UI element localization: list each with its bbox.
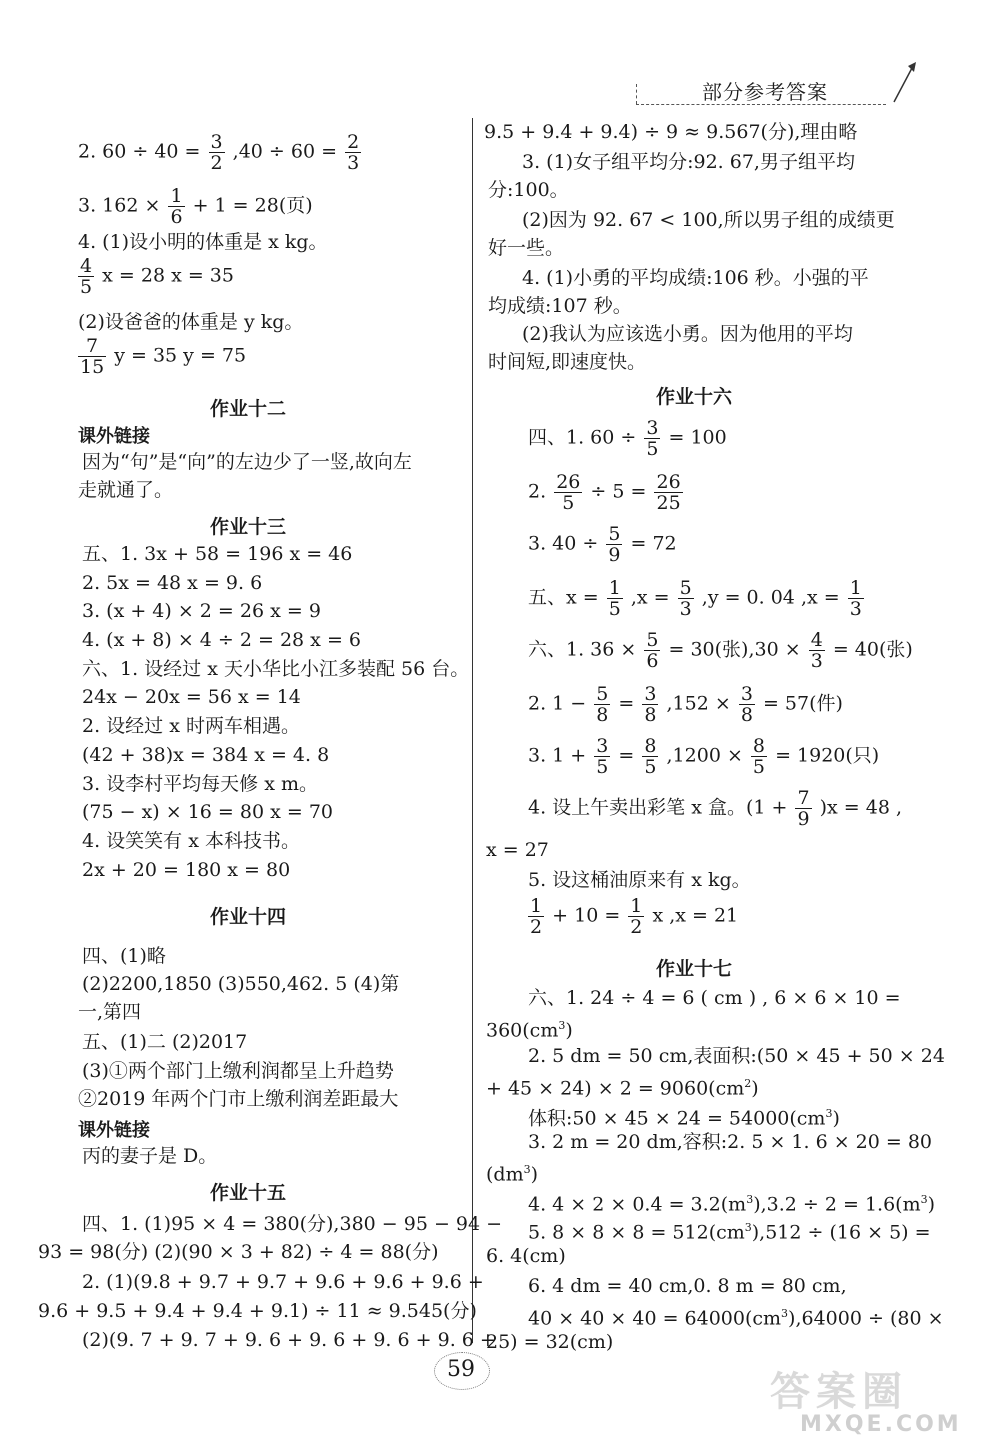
answer-line: 2. 5 dm = 50 cm,表面积:(50 × 45 + 50 × 24 xyxy=(528,1045,945,1067)
answer-line: $\frac{4}{5}$ x = 28 x = 35 xyxy=(80,255,234,298)
answer-line: 2. 1 − $\frac{5}{8}$ = $\frac{3}{8}$ ,152 × $\frac{3}{8}$ = 57(件) xyxy=(528,683,843,726)
fraction: $\frac{3}{8}$ xyxy=(740,683,753,726)
answer-line: x = 27 xyxy=(486,839,549,861)
fraction: $\frac{3}{8}$ xyxy=(644,683,657,726)
fraction: $\frac{5}{6}$ xyxy=(646,629,659,672)
answer-line: 体积:50 × $45 \times 24 = 54000(cm^3)$ xyxy=(528,1107,840,1130)
watermark-logo: 答案圈 xyxy=(770,1369,908,1415)
answer-line: 六、1. 36 × $\frac{5}{6}$ = 30(张),30 × $\frac{4}{3}$ = 40(张) xyxy=(528,629,913,672)
section-title: 作业十六 xyxy=(656,386,733,408)
section-title: 作业十五 xyxy=(210,1182,287,1204)
answer-line: 2. 60 ÷ 40 = $\frac{3}{2}$ ,40 ÷ 60 = $\frac{2}{3}$ xyxy=(78,131,360,174)
answer-line: 3. 1 + $\frac{3}{5}$ = $\frac{8}{5}$ ,1200 × $\frac{8}{5}$ = 1920(只) xyxy=(528,735,880,778)
answer-line: 2x + 20 = 180 x = 80 xyxy=(82,859,291,881)
answer-line: 好一些。 xyxy=(488,237,565,259)
fraction: $\frac{3}{2}$ xyxy=(210,131,223,174)
section-title: 作业十四 xyxy=(210,906,287,928)
answer-line: $(dm^3)$ xyxy=(486,1163,539,1186)
keyword-heading: 课外链接 xyxy=(78,1120,150,1141)
answer-line: (2)我认为应该选小勇。因为他用的平均 xyxy=(522,323,853,345)
answer-line: + $45 \times 24) \times 2 = 9060(cm^2)$ xyxy=(486,1077,759,1100)
answer-line: 丙的妻子是 D。 xyxy=(82,1145,218,1167)
answer-line: (2)2200,1850 (3)550,462. 5 (4)第 xyxy=(82,973,400,995)
answer-line: 4. (x + 8) × 4 ÷ 2 = 28 x = 6 xyxy=(82,629,361,651)
answer-line: 一,第四 xyxy=(78,1001,142,1023)
answer-line: $\frac{1}{2}$ + 10 = $\frac{1}{2}$ x ,x = 21 xyxy=(530,895,739,938)
answer-line: $40 \times 40 \times 40 = 64000(cm^3),64000 \div (80$ × xyxy=(528,1307,944,1330)
answer-line: 9.6 + 9.5 + 9.4 + 9.4 + 9.1) ÷ 11 ≈ 9.545(分) xyxy=(38,1300,477,1322)
answer-line: (42 + 38)x = 384 x = 4. 8 xyxy=(82,744,330,766)
answer-line: 5. $8 \times 8 \times 8 = 512(cm^3),512 \div (16 \times 5)$ = xyxy=(528,1221,931,1244)
answer-line: (3)①两个部门上缴利润都呈上升趋势 xyxy=(82,1060,394,1082)
answer-line: 6. 4 dm = 40 cm,0. 8 m = 80 cm, xyxy=(528,1275,847,1297)
page-number-text: 59 xyxy=(447,1357,475,1382)
answer-line: 2. $\frac{26}{5}$ ÷ 5 = $\frac{26}{25}$ xyxy=(528,471,681,514)
answer-line: ②2019 年两个门市上缴利润差距最大 xyxy=(78,1088,399,1110)
answer-line: 六、1. 24 ÷ 4 = 6 ( cm ) , 6 × 6 × 10 = xyxy=(528,987,901,1009)
answer-line: 6. 4(cm) xyxy=(486,1245,566,1267)
answer-line: 五、1. 3x + 58 = 196 x = 46 xyxy=(82,543,353,565)
fraction: $\frac{5}{9}$ xyxy=(608,523,621,566)
answer-line: 2. 设经过 x 时两车相遇。 xyxy=(82,715,300,737)
answer-line: 4. $4 \times 2 \times 0.4 = 3.2(m^3),3.2 \div 2 = 1.6(m^3)$ xyxy=(528,1193,936,1216)
fraction: $\frac{7}{15}$ xyxy=(80,335,105,378)
fraction: $\frac{4}{3}$ xyxy=(810,629,823,672)
page-number xyxy=(426,1350,496,1390)
answer-line: $360(cm^3)$ xyxy=(486,1019,573,1042)
column-divider xyxy=(472,118,473,1343)
section-title: 作业十七 xyxy=(656,958,733,980)
answer-line: 四、(1)略 xyxy=(82,945,166,967)
fraction: $\frac{26}{25}$ xyxy=(656,471,681,514)
answer-line: 四、1. 60 ÷ $\frac{3}{5}$ = 100 xyxy=(528,417,727,460)
answer-line: 分:100。 xyxy=(488,179,569,201)
answer-line: 3. (x + 4) × 2 = 26 x = 9 xyxy=(82,600,321,622)
answer-line: 4. 设上午卖出彩笔 x 盒。(1 + $\frac{7}{9}$ )x = 48 , xyxy=(528,787,903,830)
answer-line: 24x − 20x = 56 x = 14 xyxy=(82,686,301,708)
fraction: $\frac{3}{5}$ xyxy=(646,417,659,460)
answer-line: $\frac{7}{15}$ y = 35 y = 75 xyxy=(80,335,247,378)
answer-line: 93 = 98(分) (2)(90 × 3 + 82) ÷ 4 = 88(分) xyxy=(38,1241,439,1263)
fraction: $\frac{8}{5}$ xyxy=(644,735,657,778)
fraction: $\frac{1}{2}$ xyxy=(530,895,543,938)
header-title: 部分参考答案 xyxy=(702,80,828,104)
fraction: $\frac{1}{3}$ xyxy=(849,577,862,620)
answer-line: 5. 设这桶油原来有 x kg。 xyxy=(528,869,751,891)
answer-line: 3. 40 ÷ $\frac{5}{9}$ = 72 xyxy=(528,523,677,566)
answer-line: 25) = 32(cm) xyxy=(486,1331,614,1353)
watermark-url: MXQE.COM xyxy=(800,1412,962,1437)
header-dashed-underline xyxy=(636,104,886,105)
answer-line: (75 − x) × 16 = 80 x = 70 xyxy=(82,801,333,823)
fraction: $\frac{1}{5}$ xyxy=(608,577,621,620)
page-header xyxy=(636,72,896,106)
pen-icon xyxy=(890,60,920,106)
fraction: $\frac{5}{3}$ xyxy=(679,577,692,620)
section-title: 作业十三 xyxy=(210,516,287,538)
answer-line: 3. 2 m = 20 dm,容积:2. 5 × 1. 6 × 20 = 80 xyxy=(528,1131,933,1153)
answer-line: 均成绩:107 秒。 xyxy=(488,295,632,317)
answer-line: 四、1. (1)95 × 4 = 380(分),380 − 95 − 94 − xyxy=(82,1213,503,1235)
answer-line: 3. 设李村平均每天修 x m。 xyxy=(82,773,318,795)
answer-line: 4. 设笑笑有 x 本科技书。 xyxy=(82,830,300,852)
fraction: $\frac{5}{8}$ xyxy=(596,683,609,726)
answer-line: 3. 162 × $\frac{1}{6}$ + 1 = 28(页) xyxy=(78,185,313,228)
answer-line: (2)(9. 7 + 9. 7 + 9. 6 + 9. 6 + 9. 6 + 9. 6 + xyxy=(82,1329,496,1351)
answer-line: 时间短,即速度快。 xyxy=(488,351,647,373)
answer-line: 2. 5x = 48 x = 9. 6 xyxy=(82,572,263,594)
answer-line: (2)设爸爸的体重是 y kg。 xyxy=(78,311,304,333)
fraction: $\frac{2}{3}$ xyxy=(347,131,360,174)
fraction: $\frac{1}{6}$ xyxy=(170,185,183,228)
fraction: $\frac{7}{9}$ xyxy=(797,787,810,830)
answer-line: 五、(1)二 (2)2017 xyxy=(82,1031,248,1053)
answer-line: 4. (1)设小明的体重是 x kg。 xyxy=(78,231,328,253)
answer-line: 2. (1)(9.8 + 9.7 + 9.7 + 9.6 + 9.6 + 9.6 + xyxy=(82,1271,484,1293)
header-dashed-left xyxy=(636,84,637,104)
answer-line: 六、1. 设经过 x 天小华比小江多装配 56 台。 xyxy=(82,658,470,680)
fraction: $\frac{26}{5}$ xyxy=(556,471,581,514)
keyword-heading: 课外链接 xyxy=(78,426,150,447)
section-title: 作业十二 xyxy=(210,398,287,420)
answer-line: 3. (1)女子组平均分:92. 67,男子组平均 xyxy=(522,151,855,173)
answer-line: 因为“句”是“向”的左边少了一竖,故向左 xyxy=(82,451,412,473)
fraction: $\frac{1}{2}$ xyxy=(630,895,643,938)
answer-line: (2)因为 92. 67 < 100,所以男子组的成绩更 xyxy=(522,209,895,231)
fraction: $\frac{8}{5}$ xyxy=(752,735,766,778)
fraction: $\frac{4}{5}$ xyxy=(80,255,93,298)
fraction: $\frac{3}{5}$ xyxy=(596,735,609,778)
answer-line: 走就通了。 xyxy=(78,479,174,501)
answer-line: 4. (1)小勇的平均成绩:106 秒。小强的平 xyxy=(522,267,869,289)
answer-line: 9.5 + 9.4 + 9.4) ÷ 9 ≈ 9.567(分),理由略 xyxy=(484,121,858,143)
answer-line: 五、x = $\frac{1}{5}$ ,x = $\frac{5}{3}$ ,y = 0. 04 ,x = $\frac{1}{3}$ xyxy=(528,577,862,620)
